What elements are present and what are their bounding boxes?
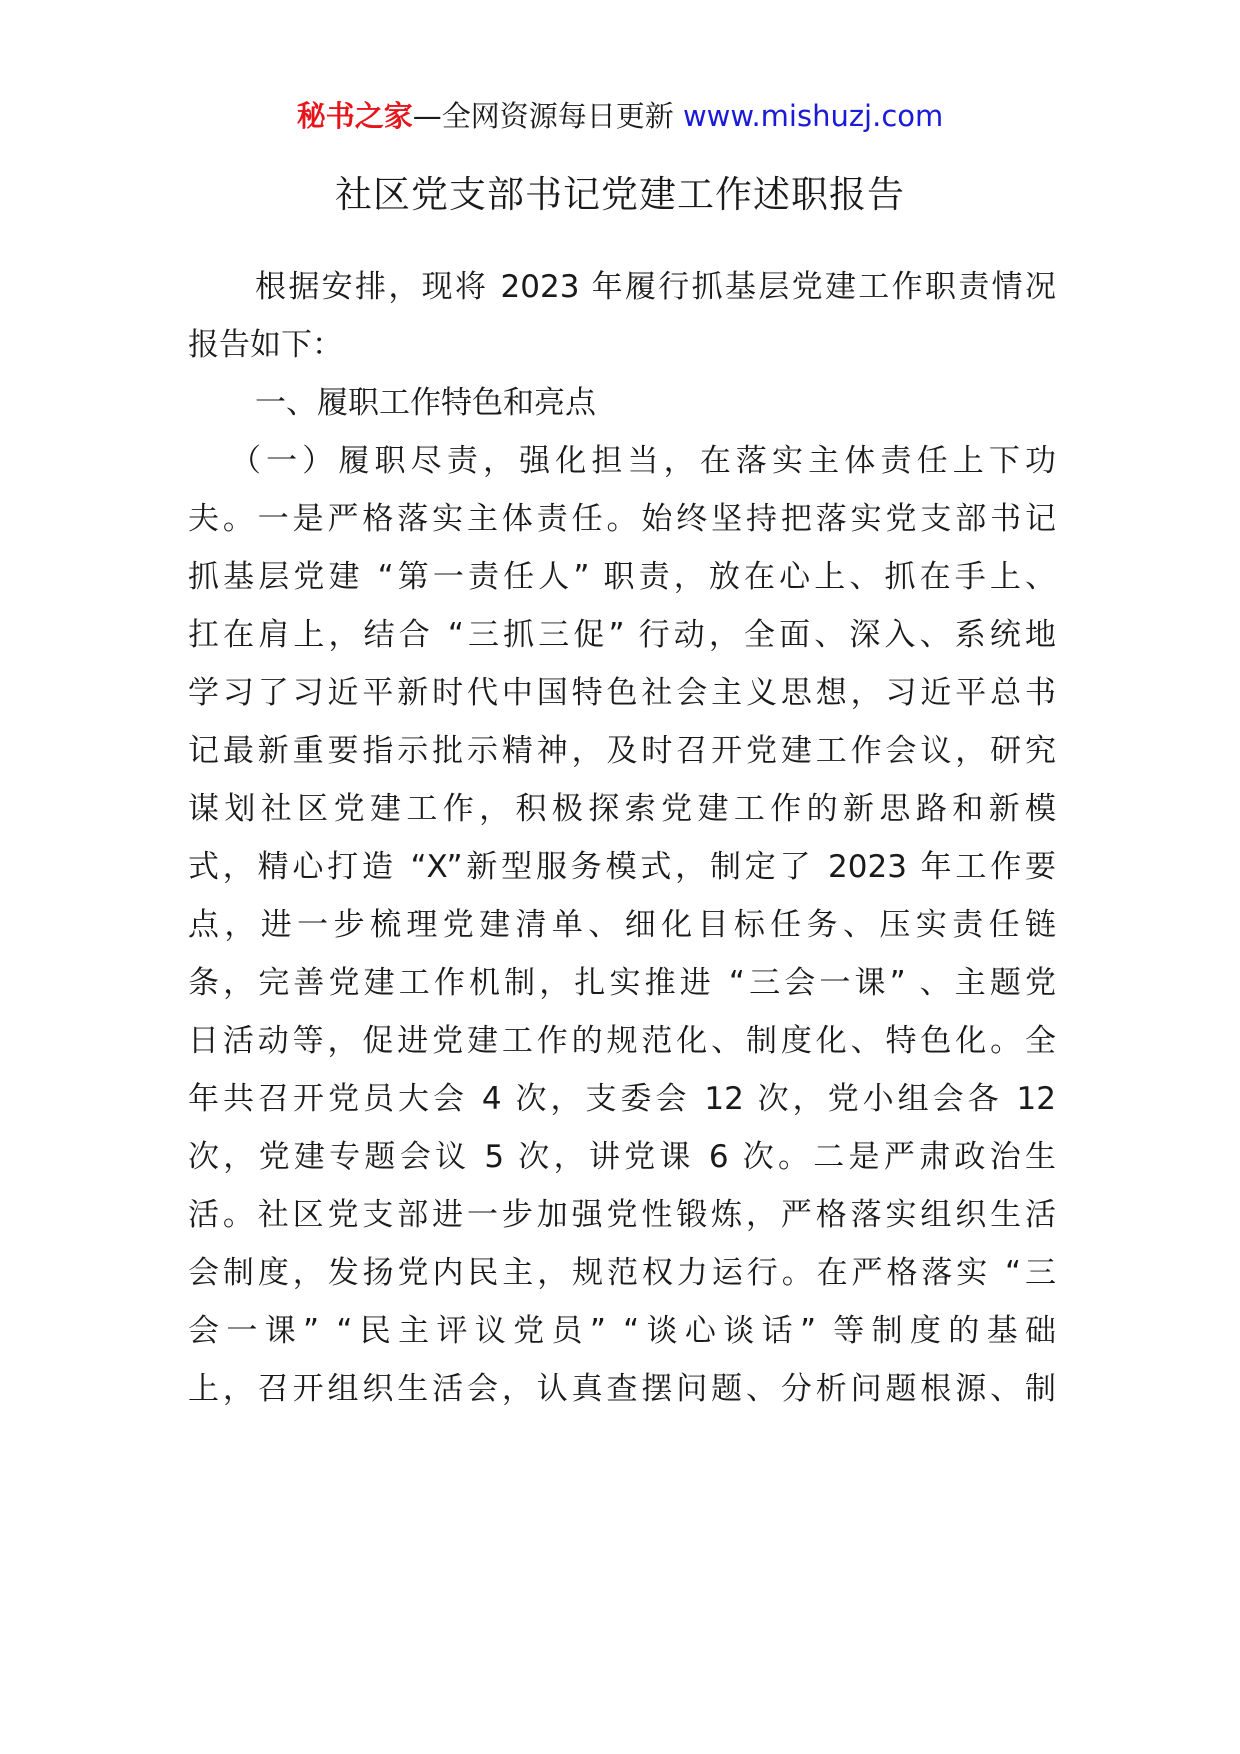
website-link[interactable]: www.mishuzj.com — [682, 99, 944, 133]
body-line: 活。社区党支部进一步加强党性锻炼，严格落实组织生活 — [188, 1197, 1056, 1233]
body-line: 抓基层党建 “第一责任人” 职责，放在心上、抓在手上、 — [188, 559, 1056, 595]
brand-name: 秘书之家 — [296, 99, 413, 133]
body-line: 条，完善党建工作机制，扎实推进 “三会一课” 、主题党 — [188, 965, 1056, 1001]
body-line: 式，精心打造 “X”新型服务模式，制定了 2023 年工作要 — [188, 849, 1056, 885]
body-line: 谋划社区党建工作，积极探索党建工作的新思路和新模 — [188, 791, 1056, 827]
body-line: 点，进一步梳理党建清单、细化目标任务、压实责任链 — [188, 907, 1056, 943]
document-title: 社区党支部书记党建工作述职报告 — [335, 173, 905, 216]
body-line: 学习了习近平新时代中国特色社会主义思想，习近平总书 — [188, 675, 1056, 711]
header-tagline: —全网资源每日更新 — [412, 99, 683, 133]
body-line: 夫。一是严格落实主体责任。始终坚持把落实党支部书记 — [188, 501, 1056, 537]
body-line: 报告如下： — [188, 327, 343, 363]
body-line: 年共召开党员大会 4 次，支委会 12 次，党小组会各 12 — [188, 1081, 1056, 1117]
body-line: 记最新重要指示批示精神，及时召开党建工作会议，研究 — [188, 733, 1056, 769]
section-heading: 一、履职工作特色和亮点 — [255, 385, 596, 421]
body-line: 日活动等，促进党建工作的规范化、制度化、特色化。全 — [188, 1023, 1056, 1059]
body-line: 根据安排，现将 2023 年履行抓基层党建工作职责情况 — [255, 269, 1056, 305]
body-line: 次，党建专题会议 5 次，讲党课 6 次。二是严肃政治生 — [188, 1139, 1056, 1175]
subsection-heading: （一）履职尽责，强化担当，在落实主体责任上下功 — [230, 443, 1056, 479]
site-header — [0, 96, 1240, 136]
body-line: 扛在肩上，结合 “三抓三促” 行动，全面、深入、系统地 — [188, 617, 1056, 653]
body-line: 上，召开组织生活会，认真查摆问题、分析问题根源、制 — [188, 1371, 1056, 1407]
body-line: 会制度，发扬党内民主，规范权力运行。在严格落实 “三 — [188, 1255, 1056, 1291]
body-line: 会一课” “民主评议党员” “谈心谈话” 等制度的基础 — [188, 1313, 1056, 1349]
